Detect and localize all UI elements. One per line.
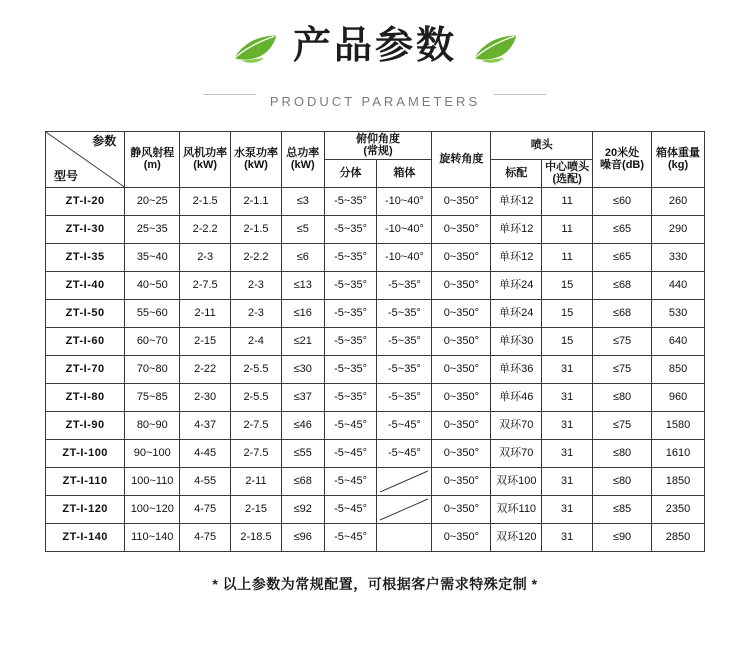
table-row (46, 327, 705, 355)
corner-label-model: 型号 (54, 169, 79, 183)
page-subtitle: PRODUCT PARAMETERS (269, 93, 481, 109)
cell-pitch-box: -5~45° (377, 411, 432, 439)
cell-pitch-split: -5~35° (324, 187, 377, 215)
cell-nozzle-center: 15 (542, 327, 593, 355)
cell-total-power: ≤13 (281, 271, 324, 299)
header-fan-power-line1: 风机功率 (183, 146, 228, 159)
cell-rotation-angle: 0~350° (432, 243, 491, 271)
cell-weight: 640 (652, 327, 705, 355)
cell-model: ZT-I-60 (46, 327, 125, 355)
table-body (46, 187, 705, 551)
cell-model: ZT-I-40 (46, 271, 125, 299)
cell-pitch-split: -5~45° (324, 523, 377, 551)
cell-pump-power: 2-7.5 (231, 411, 282, 439)
cell-noise: ≤68 (593, 271, 652, 299)
cell-pump-power: 2-1.1 (231, 187, 282, 215)
cell-fan-power: 4-75 (180, 523, 231, 551)
leaf-icon (471, 32, 519, 62)
cell-total-power: ≤96 (281, 523, 324, 551)
subtitle-row (0, 80, 750, 109)
cell-model: ZT-I-110 (46, 467, 125, 495)
cell-nozzle-standard: 单环24 (491, 271, 542, 299)
cell-fan-power: 2-2.2 (180, 215, 231, 243)
cell-pump-power: 2-18.5 (231, 523, 282, 551)
header-pump-power-line2: (kW) (244, 159, 268, 172)
header-noise-line2: 噪音(dB) (600, 159, 645, 172)
cell-pump-power: 2-1.5 (231, 215, 282, 243)
cell-nozzle-standard: 双环70 (491, 439, 542, 467)
cell-nozzle-standard: 单环12 (491, 187, 542, 215)
cell-pitch-box (377, 523, 432, 551)
cell-static-range: 60~70 (125, 327, 180, 355)
title-row (0, 26, 750, 68)
cell-nozzle-standard: 单环46 (491, 383, 542, 411)
cell-nozzle-center: 31 (542, 495, 593, 523)
cell-model: ZT-I-30 (46, 215, 125, 243)
cell-noise: ≤75 (593, 355, 652, 383)
cell-rotation-angle: 0~350° (432, 271, 491, 299)
header-nozzle-center-line2: (选配) (552, 173, 582, 186)
cell-static-range: 55~60 (125, 299, 180, 327)
cell-static-range: 25~35 (125, 215, 180, 243)
cell-weight: 290 (652, 215, 705, 243)
cell-total-power: ≤46 (281, 411, 324, 439)
parameters-table-wrap (45, 131, 705, 552)
divider-left (204, 94, 256, 95)
table-row (46, 383, 705, 411)
cell-static-range: 40~50 (125, 271, 180, 299)
cell-model: ZT-I-70 (46, 355, 125, 383)
table-row (46, 215, 705, 243)
header-nozzle-standard: 标配 (491, 159, 542, 187)
cell-total-power: ≤37 (281, 383, 324, 411)
cell-nozzle-standard: 单环12 (491, 215, 542, 243)
cell-pitch-box: -5~35° (377, 327, 432, 355)
header-pitch-angle-line2: (常规) (363, 145, 393, 158)
corner-header-cell (46, 131, 125, 187)
header-pitch-angle-line1: 俯仰角度 (356, 132, 400, 145)
cell-noise: ≤75 (593, 411, 652, 439)
cell-rotation-angle: 0~350° (432, 327, 491, 355)
cell-static-range: 90~100 (125, 439, 180, 467)
header-total-power-line2: (kW) (290, 159, 315, 172)
cell-weight: 1850 (652, 467, 705, 495)
cell-pitch-split: -5~35° (324, 271, 377, 299)
header-total-power (281, 131, 324, 187)
cell-weight: 1580 (652, 411, 705, 439)
table-row (46, 411, 705, 439)
cell-nozzle-standard: 单环24 (491, 299, 542, 327)
cell-fan-power: 4-45 (180, 439, 231, 467)
cell-total-power: ≤16 (281, 299, 324, 327)
cell-noise: ≤60 (593, 187, 652, 215)
cell-model: ZT-I-90 (46, 411, 125, 439)
cell-nozzle-standard: 双环110 (491, 495, 542, 523)
cell-weight: 960 (652, 383, 705, 411)
cell-pitch-box: -10~40° (377, 215, 432, 243)
cell-nozzle-center: 31 (542, 467, 593, 495)
cell-nozzle-center: 31 (542, 523, 593, 551)
header-nozzle-center (542, 159, 593, 187)
cell-pump-power: 2-2.2 (231, 243, 282, 271)
cell-weight: 1610 (652, 439, 705, 467)
cell-fan-power: 2-30 (180, 383, 231, 411)
header-nozzle: 喷头 (491, 131, 593, 159)
cell-nozzle-standard: 单环36 (491, 355, 542, 383)
header-weight (652, 131, 705, 187)
cell-fan-power: 2-22 (180, 355, 231, 383)
table-row (46, 355, 705, 383)
cell-static-range: 80~90 (125, 411, 180, 439)
cell-static-range: 20~25 (125, 187, 180, 215)
cell-rotation-angle: 0~350° (432, 215, 491, 243)
cell-static-range: 35~40 (125, 243, 180, 271)
cell-total-power: ≤3 (281, 187, 324, 215)
cell-nozzle-center: 11 (542, 243, 593, 271)
cell-pitch-split: -5~35° (324, 383, 377, 411)
header-static-range-line2: (m) (143, 159, 161, 172)
header-pump-power-line1: 水泵功率 (233, 146, 278, 159)
cell-pitch-split: -5~45° (324, 495, 377, 523)
cell-pitch-split: -5~35° (324, 299, 377, 327)
cell-pitch-split: -5~35° (324, 327, 377, 355)
cell-pump-power: 2-11 (231, 467, 282, 495)
cell-rotation-angle: 0~350° (432, 495, 491, 523)
cell-pitch-box (377, 467, 432, 495)
header-fan-power (180, 131, 231, 187)
table-row (46, 439, 705, 467)
cell-rotation-angle: 0~350° (432, 383, 491, 411)
cell-rotation-angle: 0~350° (432, 439, 491, 467)
cell-model: ZT-I-100 (46, 439, 125, 467)
cell-fan-power: 2-11 (180, 299, 231, 327)
cell-pump-power: 2-5.5 (231, 383, 282, 411)
table-row (46, 271, 705, 299)
cell-rotation-angle: 0~350° (432, 523, 491, 551)
header-weight-line2: (kg) (667, 159, 689, 172)
cell-noise: ≤80 (593, 439, 652, 467)
cell-total-power: ≤55 (281, 439, 324, 467)
cell-fan-power: 2-7.5 (180, 271, 231, 299)
cell-pitch-split: -5~35° (324, 355, 377, 383)
cell-rotation-angle: 0~350° (432, 411, 491, 439)
cell-nozzle-center: 31 (542, 355, 593, 383)
header-pitch-box: 箱体 (377, 159, 432, 187)
cell-pitch-split: -5~35° (324, 215, 377, 243)
cell-total-power: ≤5 (281, 215, 324, 243)
corner-label-parameter: 参数 (92, 133, 117, 148)
cell-noise: ≤80 (593, 383, 652, 411)
cell-model: ZT-I-20 (46, 187, 125, 215)
cell-model: ZT-I-50 (46, 299, 125, 327)
cell-pitch-box: -5~35° (377, 271, 432, 299)
cell-total-power: ≤21 (281, 327, 324, 355)
cell-fan-power: 4-37 (180, 411, 231, 439)
cell-model: ZT-I-80 (46, 383, 125, 411)
cell-pitch-box: -10~40° (377, 187, 432, 215)
cell-total-power: ≤6 (281, 243, 324, 271)
cell-noise: ≤65 (593, 215, 652, 243)
table-row (46, 523, 705, 551)
cell-pump-power: 2-7.5 (231, 439, 282, 467)
cell-weight: 260 (652, 187, 705, 215)
header-pitch-split: 分体 (324, 159, 377, 187)
cell-pump-power: 2-4 (231, 327, 282, 355)
cell-model: ZT-I-120 (46, 495, 125, 523)
cell-rotation-angle: 0~350° (432, 355, 491, 383)
cell-nozzle-standard: 单环12 (491, 243, 542, 271)
cell-pump-power: 2-15 (231, 495, 282, 523)
table-row (46, 495, 705, 523)
cell-nozzle-center: 31 (542, 411, 593, 439)
cell-rotation-angle: 0~350° (432, 467, 491, 495)
header-pump-power (231, 131, 282, 187)
cell-pitch-box: -5~35° (377, 299, 432, 327)
cell-weight: 440 (652, 271, 705, 299)
cell-weight: 2850 (652, 523, 705, 551)
page-header (0, 0, 750, 109)
cell-weight: 530 (652, 299, 705, 327)
parameters-table (45, 131, 705, 552)
cell-pitch-box: -5~45° (377, 439, 432, 467)
cell-pump-power: 2-3 (231, 299, 282, 327)
cell-nozzle-center: 11 (542, 187, 593, 215)
header-fan-power-line2: (kW) (193, 159, 218, 172)
header-weight-line1: 箱体重量 (656, 146, 701, 159)
footnote: * 以上参数为常规配置，可根据客户需求特殊定制 * (212, 575, 538, 592)
cell-pitch-split: -5~45° (324, 467, 377, 495)
table-row (46, 467, 705, 495)
cell-fan-power: 4-75 (180, 495, 231, 523)
header-pitch-angle (324, 131, 432, 159)
cell-total-power: ≤92 (281, 495, 324, 523)
cell-noise: ≤68 (593, 299, 652, 327)
cell-pitch-box: -10~40° (377, 243, 432, 271)
cell-pitch-box (377, 495, 432, 523)
cell-nozzle-standard: 双环70 (491, 411, 542, 439)
cell-pitch-box: -5~35° (377, 383, 432, 411)
cell-static-range: 70~80 (125, 355, 180, 383)
cell-static-range: 100~120 (125, 495, 180, 523)
header-nozzle-center-line1: 中心喷头 (545, 160, 590, 173)
header-static-range-line1: 静风射程 (130, 146, 175, 159)
cell-weight: 330 (652, 243, 705, 271)
cell-nozzle-center: 31 (542, 439, 593, 467)
cell-static-range: 75~85 (125, 383, 180, 411)
header-noise (593, 131, 652, 187)
cell-fan-power: 2-3 (180, 243, 231, 271)
cell-weight: 850 (652, 355, 705, 383)
header-static-range (125, 131, 180, 187)
cell-fan-power: 2-1.5 (180, 187, 231, 215)
cell-fan-power: 4-55 (180, 467, 231, 495)
cell-nozzle-standard: 双环120 (491, 523, 542, 551)
table-head (46, 131, 705, 187)
cell-nozzle-center: 15 (542, 271, 593, 299)
cell-static-range: 100~110 (125, 467, 180, 495)
header-noise-line1: 20米处 (604, 146, 640, 159)
cell-noise: ≤85 (593, 495, 652, 523)
cell-model: ZT-I-140 (46, 523, 125, 551)
cell-noise: ≤90 (593, 523, 652, 551)
cell-pump-power: 2-5.5 (231, 355, 282, 383)
cell-noise: ≤80 (593, 467, 652, 495)
table-row (46, 243, 705, 271)
cell-pitch-split: -5~35° (324, 243, 377, 271)
header-total-power-line1: 总功率 (286, 146, 320, 159)
cell-nozzle-center: 15 (542, 299, 593, 327)
cell-weight: 2350 (652, 495, 705, 523)
header-rotation-angle: 旋转角度 (432, 131, 491, 187)
cell-pitch-split: -5~45° (324, 411, 377, 439)
cell-nozzle-center: 11 (542, 215, 593, 243)
cell-pump-power: 2-3 (231, 271, 282, 299)
cell-nozzle-center: 31 (542, 383, 593, 411)
cell-total-power: ≤68 (281, 467, 324, 495)
leaf-icon (231, 32, 279, 62)
table-row (46, 187, 705, 215)
cell-fan-power: 2-15 (180, 327, 231, 355)
cell-static-range: 110~140 (125, 523, 180, 551)
cell-rotation-angle: 0~350° (432, 299, 491, 327)
cell-pitch-split: -5~45° (324, 439, 377, 467)
cell-rotation-angle: 0~350° (432, 187, 491, 215)
cell-total-power: ≤30 (281, 355, 324, 383)
cell-pitch-box: -5~35° (377, 355, 432, 383)
divider-right (494, 94, 546, 95)
cell-noise: ≤75 (593, 327, 652, 355)
cell-model: ZT-I-35 (46, 243, 125, 271)
page-title: 产品参数 (292, 25, 457, 67)
header-row-1 (46, 131, 705, 159)
cell-nozzle-standard: 双环100 (491, 467, 542, 495)
cell-noise: ≤65 (593, 243, 652, 271)
table-row (46, 299, 705, 327)
cell-nozzle-standard: 单环30 (491, 327, 542, 355)
